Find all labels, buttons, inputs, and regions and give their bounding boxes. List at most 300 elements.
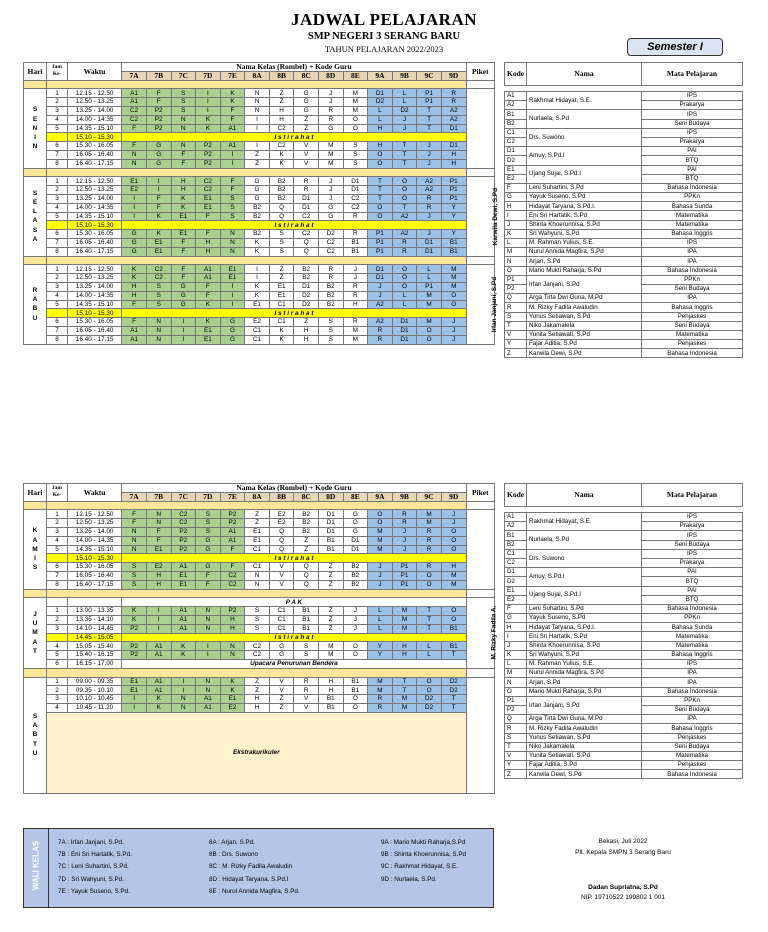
teacher-code-cell: N — [245, 106, 270, 115]
teacher-code: B2 — [505, 540, 527, 549]
teacher-code-cell: A1 — [196, 274, 221, 283]
teacher-code-cell: S — [196, 510, 221, 519]
teacher-code-cell: R — [368, 326, 393, 335]
teacher-code-cell: M — [441, 580, 466, 589]
teacher-code-cell: H — [245, 703, 270, 712]
teacher-code: V — [505, 751, 527, 760]
teacher-code-cell: M — [392, 615, 417, 624]
teacher-code-cell: G — [196, 563, 221, 572]
class-header: 9A — [368, 71, 393, 80]
teacher-code-cell: V — [269, 571, 294, 580]
teacher-code-cell: D1 — [294, 194, 319, 203]
teacher-name: Eni Sri Hartatik, S.Pd — [527, 211, 642, 220]
teacher-code-cell: Z — [269, 695, 294, 704]
class-header: 9B — [392, 71, 417, 80]
teacher-code-cell: D2 — [294, 300, 319, 309]
teacher-code-cell: K — [171, 194, 196, 203]
teacher-code-cell: E2 — [220, 703, 245, 712]
time-cell: 10.45 - 11.20 — [67, 703, 121, 712]
teacher-code-cell: F — [220, 177, 245, 186]
teacher-code: P2 — [505, 705, 527, 714]
teacher-name: Hidayat Taryana, S.Pd.I. — [527, 202, 642, 211]
teacher-code-cell: P1 — [368, 247, 393, 256]
period-number: 6 — [47, 318, 68, 327]
teacher-code: G — [505, 193, 527, 202]
teacher-code-cell: E1 — [196, 335, 221, 344]
teacher-name: Arga Tirta Dwi Guna, M.Pd — [527, 715, 642, 724]
teacher-code-cell: M — [392, 607, 417, 616]
teacher-code-cell: K — [146, 695, 171, 704]
teacher-code-cell: H — [441, 159, 466, 168]
teacher-code-cell: D1 — [343, 536, 368, 545]
teacher-code-cell: T — [417, 115, 442, 124]
time-cell: 16.05 - 16.40 — [67, 571, 121, 580]
teacher-code-cell: H — [171, 186, 196, 195]
teacher-code-cell: I — [196, 642, 221, 651]
teacher-name: M. Rahman Yulius, S.E. — [527, 239, 642, 248]
period-number: 2 — [47, 686, 68, 695]
teacher-code-cell: J — [318, 194, 343, 203]
teacher-code-cell: Z — [318, 580, 343, 589]
teacher-code-cell: H — [269, 115, 294, 124]
teacher-code-cell: P1 — [441, 194, 466, 203]
teacher-code-cell: O — [343, 695, 368, 704]
teacher-code-cell: G — [171, 282, 196, 291]
teacher-code-table-2 — [504, 483, 743, 779]
wali-entry: 8E : Nurul Annida Magfira, S.Pd. — [209, 887, 300, 895]
teacher-subject: PAI — [642, 165, 743, 174]
teacher-code-cell: N — [196, 677, 221, 686]
teacher-code-cell: N — [146, 335, 171, 344]
teacher-code-cell: D1 — [368, 265, 393, 274]
teacher-code: Z — [505, 349, 527, 358]
teacher-code-cell: H — [294, 326, 319, 335]
teacher-code-cell: P2 — [171, 536, 196, 545]
schedule-table-1 — [23, 62, 499, 345]
teacher-name: Drs. Suwono — [527, 549, 642, 567]
teacher-code-cell: J — [318, 186, 343, 195]
teacher-code-cell: J — [343, 624, 368, 633]
teacher-code-cell: Y — [441, 212, 466, 221]
teacher-code-cell: O — [343, 642, 368, 651]
wali-entry: 8D : Hidayat Taryana, S.Pd.I — [209, 875, 289, 883]
teacher-code-cell: N — [171, 124, 196, 133]
teacher-name: Arjan, S.Pd — [527, 257, 642, 266]
class-header: 7A — [122, 492, 147, 501]
teacher-code-cell: N — [220, 642, 245, 651]
period-number: 8 — [47, 159, 68, 168]
teacher-code-cell: S — [343, 159, 368, 168]
teacher-code-cell: Z — [318, 571, 343, 580]
teacher-code-cell: P2 — [146, 124, 171, 133]
teacher-code-cell: C1 — [245, 545, 270, 554]
time-cell: 16.05 - 16.40 — [67, 238, 121, 247]
class-header: 8B — [269, 492, 294, 501]
teacher-code-cell: Z — [294, 115, 319, 124]
teacher-code-cell: F — [220, 106, 245, 115]
teacher-subject: Matematika — [642, 632, 743, 641]
teacher-code-cell: N — [122, 150, 147, 159]
teacher-code-cell: K — [269, 150, 294, 159]
teacher-code-cell: Q — [269, 536, 294, 545]
time-cell: 13.25 - 14.00 — [67, 194, 121, 203]
teacher-code-cell: N — [220, 230, 245, 239]
teacher-code-cell: T — [417, 124, 442, 133]
teacher-code-cell: O — [417, 686, 442, 695]
teacher-code-cell: N — [171, 142, 196, 151]
teacher-code-cell: S — [343, 150, 368, 159]
teacher-code-cell: S — [171, 106, 196, 115]
teacher-code-cell: F — [196, 230, 221, 239]
teacher-code-cell: P1 — [392, 571, 417, 580]
period-number: 5 — [47, 545, 68, 554]
teacher-code-cell: T — [392, 150, 417, 159]
teacher-subject: Bahasa Indonesia — [642, 604, 743, 613]
istirahat-label: I s t i r a h a t — [122, 633, 466, 642]
teacher-code-cell: M — [368, 536, 393, 545]
teacher-code-cell: I — [171, 318, 196, 327]
time-cell: 14.00 - 14.35 — [67, 536, 121, 545]
teacher-code-cell: H — [122, 291, 147, 300]
teacher-code-cell: A1 — [122, 335, 147, 344]
teacher-name: Shinta Khoerunnisa, S.Pd — [527, 220, 642, 229]
teacher-code-cell: I — [146, 186, 171, 195]
teacher-code-cell: M — [441, 265, 466, 274]
teacher-code-cell: G — [196, 545, 221, 554]
teacher-subject: Bahasa Indonesia — [642, 266, 743, 275]
teacher-code-cell: N — [146, 510, 171, 519]
teacher-code-cell: E2 — [146, 563, 171, 572]
teacher-code-cell: A1 — [146, 642, 171, 651]
teacher-name: Hidayat Taryana, S.Pd.I. — [527, 623, 642, 632]
teacher-code-cell: V — [294, 142, 319, 151]
teacher-subject: Bahasa Inggris — [642, 303, 743, 312]
teacher-code-cell: R — [294, 686, 319, 695]
teacher-name: Fajar Aditia, S.Pd — [527, 761, 642, 770]
teacher-code-cell: C2 — [294, 212, 319, 221]
teacher-code-cell: N — [245, 571, 270, 580]
teacher-code-cell: O — [441, 615, 466, 624]
teacher-code-cell: R — [318, 115, 343, 124]
teacher-code-cell: O — [368, 510, 393, 519]
teacher-subject: Seni Budaya — [642, 705, 743, 714]
teacher-name: Sri Wahyuni, S.Pd — [527, 650, 642, 659]
teacher-code-cell: Q — [294, 238, 319, 247]
teacher-code-cell: A1 — [122, 89, 147, 98]
teacher-name: Yunita Setiawati, S.Pd — [527, 751, 642, 760]
teacher-name: Nurlaela, S.Pd — [527, 531, 642, 549]
teacher-subject: IPS — [642, 549, 743, 558]
teacher-code-cell: I — [122, 695, 147, 704]
teacher-subject: IPS — [642, 128, 743, 137]
teacher-code: M — [505, 669, 527, 678]
teacher-code-cell: R — [392, 510, 417, 519]
teacher-code-cell: F — [171, 265, 196, 274]
period-number: 4 — [47, 291, 68, 300]
teacher-code-cell: D1 — [318, 527, 343, 536]
time-cell: 09.35 - 10.10 — [67, 686, 121, 695]
period-number: 2 — [47, 615, 68, 624]
teacher-name: Eni Sri Hartatik, S.Pd — [527, 632, 642, 641]
teacher-code-cell: M — [343, 326, 368, 335]
teacher-code-cell: B2 — [294, 527, 319, 536]
teacher-subject: Matematika — [642, 751, 743, 760]
teacher-name: Irfan Janjani, S.Pd — [527, 696, 642, 714]
teacher-code-cell: S — [269, 238, 294, 247]
teacher-code-cell: O — [343, 703, 368, 712]
teacher-code-cell: Q — [294, 580, 319, 589]
teacher-code-cell: A1 — [171, 615, 196, 624]
period-number: 1 — [47, 265, 68, 274]
time-cell: 12.15 - 12.50 — [67, 177, 121, 186]
teacher-subject: IPA — [642, 678, 743, 687]
teacher-name: M. Rizky Fadila Awaludin — [527, 724, 642, 733]
period-number: 7 — [47, 571, 68, 580]
teacher-code-cell: N — [122, 545, 147, 554]
teacher-code-cell: K — [220, 98, 245, 107]
teacher-code-cell: K — [196, 115, 221, 124]
teacher-subject: Bahasa Indonesia — [642, 687, 743, 696]
teacher-code-cell: B2 — [318, 291, 343, 300]
col-header-waktu: Waktu — [67, 484, 121, 502]
teacher-name: Drs. Suwono — [527, 128, 642, 146]
teacher-code-cell: A2 — [392, 212, 417, 221]
teacher-code-cell: R — [417, 545, 442, 554]
teacher-code-cell: R — [441, 89, 466, 98]
teacher-code: L — [505, 660, 527, 669]
teacher-subject: Bahasa Inggris — [642, 229, 743, 238]
teacher-name: Yunus Setiawan, S.Pd — [527, 733, 642, 742]
teacher-code-cell: N — [220, 247, 245, 256]
teacher-code-cell: S — [171, 98, 196, 107]
teacher-code-cell: R — [318, 106, 343, 115]
teacher-code-cell: R — [417, 194, 442, 203]
teacher-code-cell: D1 — [441, 124, 466, 133]
teacher-code-cell: L — [368, 624, 393, 633]
teacher-code-cell: E1 — [245, 527, 270, 536]
teacher-code: R — [505, 303, 527, 312]
teacher-subject: Penjaskes — [642, 761, 743, 770]
teacher-code-cell: B2 — [269, 194, 294, 203]
teacher-code-cell: H — [146, 571, 171, 580]
teacher-code-cell: I — [245, 115, 270, 124]
teacher-code-cell: H — [392, 642, 417, 651]
teacher-subject: PPKn — [642, 193, 743, 202]
teacher-code-cell: E1 — [220, 695, 245, 704]
wali-entry: 8B : Drs. Suwono — [209, 851, 258, 859]
teacher-code-cell: H — [343, 300, 368, 309]
teacher-code-cell: I — [196, 89, 221, 98]
teacher-code-cell: S — [245, 607, 270, 616]
teacher-code-cell: D1 — [294, 282, 319, 291]
teacher-code-cell: C2 — [171, 519, 196, 528]
teacher-code-cell: C2 — [343, 194, 368, 203]
class-header: 8A — [245, 492, 270, 501]
time-cell: 14.35 - 15.10 — [67, 212, 121, 221]
istirahat-label: I s t i r a h a t — [122, 554, 466, 563]
teacher-code-cell: D1 — [417, 238, 442, 247]
teacher-code-cell: K — [171, 642, 196, 651]
teacher-code-cell: M — [343, 98, 368, 107]
col-header-jam: Jam Ke- — [47, 484, 68, 502]
teacher-code-cell: S — [245, 615, 270, 624]
teacher-code-cell: I — [245, 265, 270, 274]
teacher-subject: IPS — [642, 531, 743, 540]
teacher-code-cell: B2 — [343, 580, 368, 589]
teacher-code-cell: V — [269, 563, 294, 572]
teacher-subject: Bahasa Indonesia — [642, 770, 743, 779]
teacher-subject: IPA — [642, 715, 743, 724]
teacher-code-cell: J — [368, 580, 393, 589]
teacher-code-cell: T — [441, 695, 466, 704]
teacher-code-cell: C2 — [220, 580, 245, 589]
teacher-code-cell: J — [343, 265, 368, 274]
teacher-subject: Penjaskes — [642, 312, 743, 321]
teacher-code-cell: A1 — [220, 142, 245, 151]
sign-position: Plt. Kepala SMPN 3 Serang Baru — [575, 849, 671, 856]
sign-name: Dadan Supriatna, S.Pd — [588, 884, 658, 891]
wali-entry: 9B : Shinta Khoerunnisa, S.Pd — [381, 851, 467, 859]
teacher-code-cell: F — [171, 150, 196, 159]
piket-name: Karwila Dewi, S.Pd — [466, 177, 494, 256]
period-number: 5 — [47, 124, 68, 133]
teacher-code-cell: E1 — [245, 300, 270, 309]
teacher-code-cell: M — [368, 527, 393, 536]
teacher-code-cell: S — [220, 212, 245, 221]
istirahat-label: I s t i r a h a t — [122, 221, 466, 230]
time-cell: 16.15 - 17.00 — [67, 659, 121, 668]
teacher-name: M. Rizky Fadila Awaludin — [527, 303, 642, 312]
teacher-code-cell: B2 — [343, 563, 368, 572]
teacher-code-cell: P2 — [171, 545, 196, 554]
teacher-code-cell: L — [368, 106, 393, 115]
teacher-subject: BTQ — [642, 174, 743, 183]
teacher-subject: Bahasa Indonesia — [642, 349, 743, 358]
teacher-code-cell: N — [196, 686, 221, 695]
time-cell: 14.10 - 14.45 — [67, 624, 121, 633]
teacher-code-cell: N — [146, 326, 171, 335]
time-cell: 15.10 - 15.30 — [67, 221, 121, 230]
teacher-code-cell: J — [318, 98, 343, 107]
teacher-code: E1 — [505, 165, 527, 174]
teacher-code-cell: R — [417, 563, 442, 572]
teacher-code-cell: K — [146, 703, 171, 712]
teacher-code-cell: N — [196, 615, 221, 624]
teacher-code-cell: A1 — [171, 563, 196, 572]
key-header-nama: Nama — [527, 63, 642, 86]
teacher-name: Yayuk Suseno, S.Pd — [527, 614, 642, 623]
teacher-code-cell: F — [196, 291, 221, 300]
teacher-code-cell: K — [122, 274, 147, 283]
teacher-code-cell: O — [343, 124, 368, 133]
teacher-code-cell: B2 — [318, 282, 343, 291]
teacher-code-cell: Q — [294, 563, 319, 572]
teacher-code-cell: O — [441, 607, 466, 616]
teacher-code-cell: T — [417, 106, 442, 115]
teacher-code-cell: S — [196, 519, 221, 528]
teacher-code-cell: D1 — [318, 510, 343, 519]
teacher-code-cell: O — [417, 335, 442, 344]
teacher-code-cell: B2 — [245, 230, 270, 239]
teacher-code-cell: E1 — [196, 326, 221, 335]
teacher-code-cell: S — [146, 291, 171, 300]
teacher-code-cell: A1 — [196, 695, 221, 704]
teacher-code-cell: D1 — [392, 335, 417, 344]
teacher-code: A2 — [505, 101, 527, 110]
teacher-code-cell: J — [368, 291, 393, 300]
teacher-subject: Penjaskes — [642, 340, 743, 349]
teacher-code-cell: N — [245, 89, 270, 98]
col-header-kelas: Nama Kelas (Rombel) + Kode Guru — [122, 63, 466, 72]
period-number: 3 — [47, 282, 68, 291]
period-number: 2 — [47, 98, 68, 107]
teacher-code-cell: I — [146, 624, 171, 633]
teacher-code-cell: I — [171, 326, 196, 335]
teacher-code-cell: P2 — [220, 607, 245, 616]
piket-name — [466, 677, 494, 793]
teacher-code-cell: G — [171, 300, 196, 309]
period-number: 6 — [47, 563, 68, 572]
time-cell: 14.45 - 15.05 — [67, 633, 121, 642]
teacher-code-cell: T — [441, 651, 466, 660]
teacher-code-cell: N — [171, 703, 196, 712]
teacher-code-cell: I — [245, 274, 270, 283]
teacher-code-cell: D1 — [392, 326, 417, 335]
time-cell: 12.15 - 12.50 — [67, 89, 121, 98]
teacher-code: K — [505, 229, 527, 238]
wali-entry: 9C : Rakhmat Hidayat, S.E. — [381, 863, 458, 871]
teacher-code-cell: T — [392, 142, 417, 151]
teacher-code-cell: J — [441, 326, 466, 335]
teacher-code-cell: S — [318, 318, 343, 327]
teacher-code-cell: I — [220, 300, 245, 309]
teacher-code-cell: I — [122, 212, 147, 221]
class-header: 9A — [368, 492, 393, 501]
class-header: 8E — [343, 492, 368, 501]
schedule-table-2 — [23, 483, 495, 794]
teacher-code-cell: B1 — [441, 624, 466, 633]
teacher-code-cell: F — [122, 510, 147, 519]
teacher-code-cell: R — [343, 282, 368, 291]
teacher-code-cell: P1 — [392, 580, 417, 589]
teacher-code-cell: C2 — [146, 265, 171, 274]
time-cell: 14.00 - 14.35 — [67, 115, 121, 124]
teacher-code-cell: P2 — [122, 624, 147, 633]
teacher-subject: Seni Budaya — [642, 284, 743, 293]
teacher-code: I — [505, 211, 527, 220]
teacher-subject: Seni Budaya — [642, 119, 743, 128]
teacher-code-cell: G — [122, 247, 147, 256]
teacher-subject: Prakarya — [642, 558, 743, 567]
teacher-code-cell: E1 — [122, 677, 147, 686]
teacher-code: S — [505, 733, 527, 742]
teacher-code-cell: I — [146, 177, 171, 186]
teacher-subject: Prakarya — [642, 137, 743, 146]
teacher-code-cell: J — [392, 545, 417, 554]
teacher-code-cell: E1 — [269, 291, 294, 300]
time-cell: 12.50 - 13.25 — [67, 186, 121, 195]
teacher-code-cell: R — [343, 318, 368, 327]
sign-place-date: Bekasi, Juli 2022 — [598, 838, 648, 845]
teacher-code: D1 — [505, 568, 527, 577]
col-header-hari: Hari — [24, 63, 47, 81]
teacher-code-cell: A1 — [122, 98, 147, 107]
teacher-code-cell: S — [318, 335, 343, 344]
teacher-code-cell: O — [368, 519, 393, 528]
wali-entry: 7C : Leni Suhartini, S.Pd. — [58, 863, 129, 871]
teacher-code-cell: I — [245, 124, 270, 133]
teacher-code-cell: H — [122, 282, 147, 291]
